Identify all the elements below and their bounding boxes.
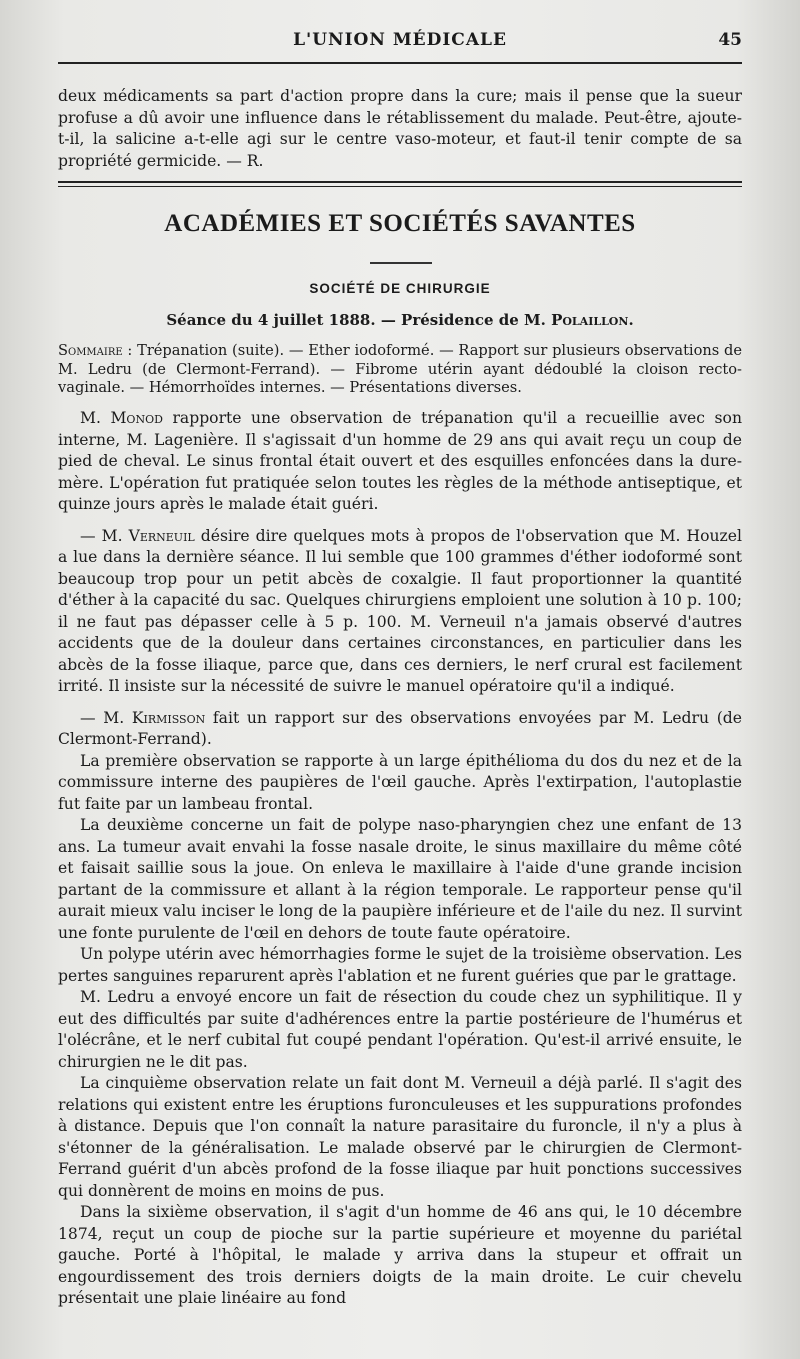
paragraph-observation-1: La première observation se rapporte à un large épithélioma du dos du nez et de la commissure interne des paupières de l'œil gauche. Après l'extirpation, l'autoplastie fut faite par un lambeau frontal. xyxy=(58,751,742,813)
seance-line xyxy=(58,311,742,329)
paragraph-observation-4: M. Ledru a envoyé encore un fait de résection du coude chez un syphilitique. Il y eut des difficultés par suite d'adhérences entre la partie postérieure de l'humérus et l'olécrâne, et le nerf cubital fut coupé pendant l'opération. Qu'est-il arrivé ensuite, le chirurgien ne le dit pas. xyxy=(58,988,742,1071)
sommaire xyxy=(58,342,742,398)
society-heading: SOCIÉTÉ DE CHIRURGIE xyxy=(309,281,491,296)
intro-text: deux médicaments sa part d'action propre dans la cure; mais il pense que la sueur profuse a dû avoir une influence dans le rétablissement du malade. Peut-être, ajoute-t-il, la salicine a-t-elle agi sur le centre vaso-moteur, et faut-il tenir compte de sa propriété germicide. — R. xyxy=(58,87,742,170)
paragraph-monod xyxy=(58,408,742,516)
paragraph-lead: — M. xyxy=(80,708,132,727)
paragraph-observation-3: Un polype utérin avec hémorrhagies forme le sujet de la troisième observation. Les pertes sanguines reparurent après l'ablation et ne furent guéries que par le grattage. xyxy=(58,945,742,985)
section-double-rule-top xyxy=(58,181,742,183)
president-name: Polaillon. xyxy=(551,311,634,329)
paragraph-lead: M. xyxy=(80,409,111,427)
paragraph-text: rapporte une observation de trépanation qu'il a recueillie avec son interne, M. Lagenière. Il s'agissait d'un homme de 29 ans qui avait reçu un coup de pied de cheval. Le sinus frontal était ouvert et des esquilles enfoncées dans la dure-mère. L'opération fut pratiquée selon toutes les règles de la méthode antiseptique, et quinze jours après le malade était guéri. xyxy=(58,409,742,513)
page-header xyxy=(58,26,742,56)
intro-paragraph xyxy=(58,86,742,172)
speaker-name: Monod xyxy=(110,409,163,427)
header-rule xyxy=(58,62,742,64)
title-short-rule xyxy=(370,262,432,264)
paragraph-text: désire dire quelques mots à propos de l'observation que M. Houzel a lue dans la dernière séance. Il lui semble que 100 grammes d'éther iodoformé sont beaucoup trop pour un petit abcès de coxalgie. Il faut proportionner la quantité d'éther à la capacité du sac. Quelques chirurgiens emploient une solution à 10 p. 100; il ne faut pas dépasser celle à 5 p. 100. M. Verneuil n'a jamais observé d'autres accidents que de la douleur dans certaines circonstances, en particulier dans les abcès de la fosse iliaque, parce que, dans ces derniers, le nerf crural est facilement irrité. Il insiste sur la nécessité de suivre le manuel opératoire qu'il a indiqué. xyxy=(58,526,742,695)
paragraph-observation-2: La deuxième concerne un fait de polype naso-pharyngien chez une enfant de 13 ans. La tumeur avait envahi la fosse nasale droite, le sinus maxillaire du même côté et faisait saillie sous la joue. On enleva le maxillaire à l'aide d'une grande incision partant de la commissure et allant à la région temporale. Le rapporteur pense qu'il aurait mieux valu inciser le long de la paupière inférieure et de l'aile du nez. Il survint une fonte purulente de l'œil en dehors de toute faute opératoire. xyxy=(58,816,742,942)
seance-text: Séance du 4 juillet 1888. — Présidence de M. xyxy=(166,311,552,329)
section-title: ACADÉMIES ET SOCIÉTÉS SAVANTES xyxy=(164,210,636,237)
paragraph-verneuil xyxy=(58,526,742,698)
paragraph-observation-6: Dans la sixième observation, il s'agit d'un homme de 46 ans qui, le 10 décembre 1874, reçut un coup de pioche sur la partie supérieure et moyenne du pariétal gauche. Porté à l'hôpital, le malade y arriva dans la stupeur et offrait un engourdissement des trois derniers doigts de la main droite. Le cuir chevelu présentait une plaie linéaire au fond xyxy=(58,1203,742,1307)
paragraph-lead: — M. xyxy=(80,526,129,545)
speaker-name: Kirmisson xyxy=(131,708,206,727)
running-head: L'UNION MÉDICALE xyxy=(293,30,507,50)
sommaire-text: : Trépanation (suite). — Ether iodoformé. — Rapport sur plusieurs observations de M. Ledru (de Clermont-Ferrand). — Fibrome utérin ayant dédoublé la cloison recto-vaginale. — Hémorrhoïdes internes. — Présentations diverses. xyxy=(58,342,742,396)
paragraph-kirmisson xyxy=(58,708,742,751)
speaker-name: Verneuil xyxy=(128,526,195,545)
page-number: 45 xyxy=(718,30,742,50)
section-double-rule-bottom xyxy=(58,186,742,187)
paragraph-text: fait un rapport sur des observations envoyées par M. Ledru (de Clermont-Ferrand). xyxy=(58,708,742,748)
body-text xyxy=(58,408,742,1310)
paragraph-observation-5: La cinquième observation relate un fait dont M. Verneuil a déjà parlé. Il s'agit des relations qui existent entre les éruptions furonculeuses et les suppurations profondes à distance. Depuis que l'on connaît la nature parasitaire du furoncle, il n'y a plus à s'étonner de la généralisation. Le malade observé par le chirurgien de Clermont-Ferrand guérit d'un abcès profond de la fosse iliaque par huit ponctions successives qui donnèrent de moins en moins de pus. xyxy=(58,1074,742,1200)
sommaire-label: Sommaire xyxy=(58,342,123,359)
